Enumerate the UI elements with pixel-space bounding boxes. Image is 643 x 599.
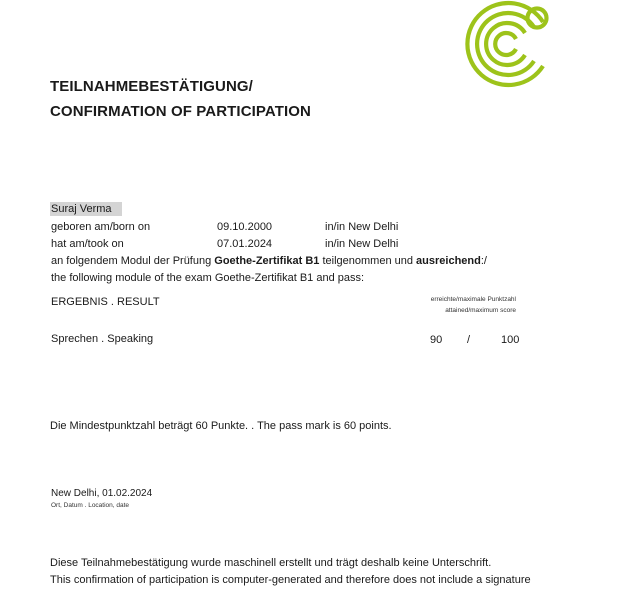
module-sentence-de: an folgendem Modul der Prüfung Goethe-Zertifikat B1 teilgenommen und ausreichend:/ bbox=[51, 255, 487, 267]
took-date: 07.01.2024 bbox=[217, 238, 273, 250]
born-date: 09.10.2000 bbox=[217, 221, 273, 233]
score-header-de: erreichte/maximale Punktzahl bbox=[430, 296, 516, 303]
title-line-2: CONFIRMATION OF PARTICIPATION bbox=[50, 103, 311, 120]
place-date-caption: Ort, Datum . Location, date bbox=[51, 502, 130, 509]
logo-dot bbox=[528, 9, 547, 28]
pass-mark: Die Mindestpunktzahl beträgt 60 Punkte. . The pass mark is 60 points. bbox=[50, 420, 392, 432]
goethe-institut-logo bbox=[463, 0, 555, 88]
title-line-1: TEILNAHMEBESTÄTIGUNG/ bbox=[50, 78, 253, 95]
score-header-en: attained/maximum score bbox=[445, 307, 516, 314]
footer-en: This confirmation of participation is computer-generated and therefore does not include a signature bbox=[50, 574, 531, 586]
footer-de: Diese Teilnahmebestätigung wurde maschinell erstellt und trägt deshalb keine Unterschrift. bbox=[50, 557, 492, 569]
born-place: in/in New Delhi bbox=[325, 221, 399, 233]
took-place: in/in New Delhi bbox=[325, 238, 399, 250]
module-sentence-en: the following module of the exam Goethe-Zertifikat B1 and pass: bbox=[51, 272, 365, 284]
results-header: ERGEBNIS . RESULT bbox=[51, 296, 160, 308]
result-attained: 90 bbox=[430, 334, 443, 346]
result-module: Sprechen . Speaking bbox=[51, 333, 154, 345]
participant-name: Suraj Verma bbox=[50, 203, 122, 215]
born-label: geboren am/born on bbox=[51, 221, 151, 233]
place-date: New Delhi, 01.02.2024 bbox=[51, 488, 153, 499]
result-maximum: 100 bbox=[501, 334, 520, 346]
took-label: hat am/took on bbox=[51, 238, 124, 250]
logo-ring-3 bbox=[486, 23, 525, 65]
result-separator: / bbox=[467, 334, 471, 346]
logo-ring-inner bbox=[495, 33, 516, 55]
